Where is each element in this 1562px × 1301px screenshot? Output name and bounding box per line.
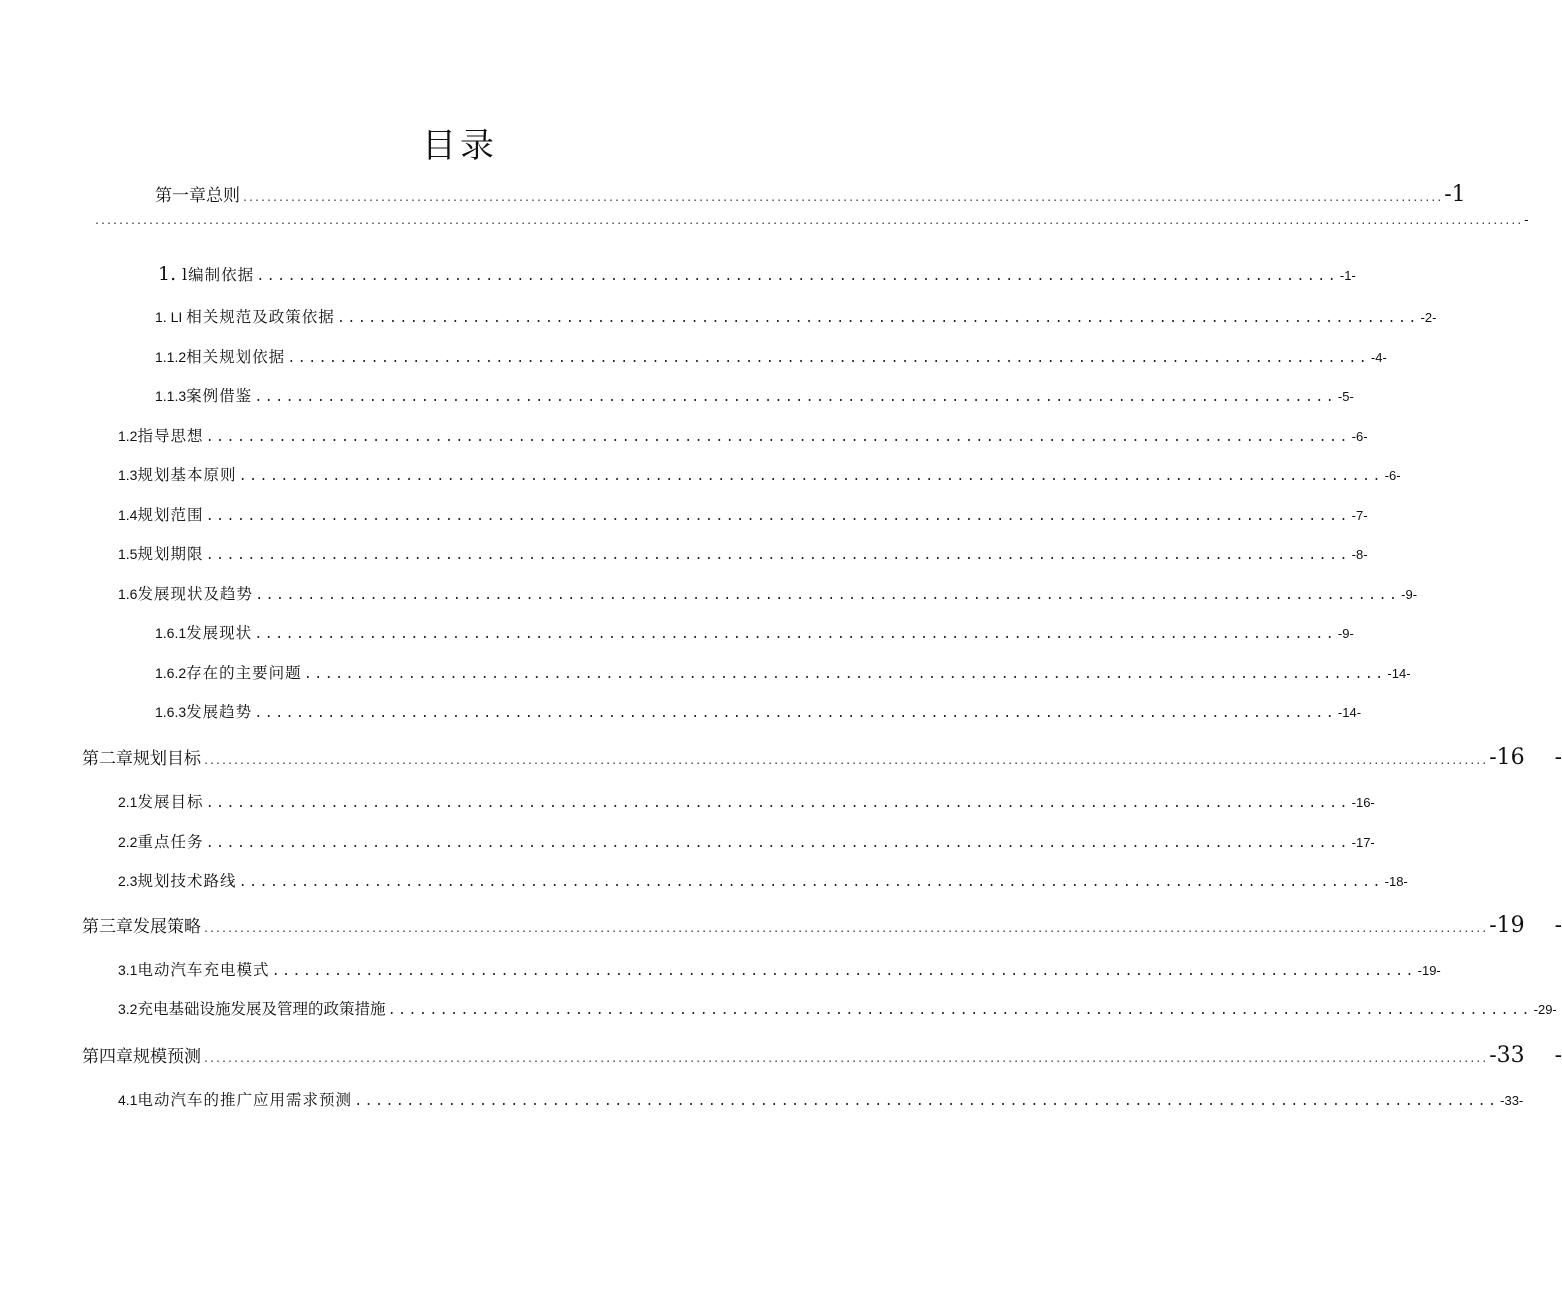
toc-item-number: 1.6.2: [155, 665, 187, 681]
toc-item-number: 3.1: [118, 962, 138, 978]
toc-item-4-1[interactable]: [118, 1088, 1524, 1110]
toc-page-number: -8-: [1351, 547, 1368, 562]
toc-page-number: -9-: [1337, 626, 1354, 641]
toc-page-number: -14-: [1337, 705, 1362, 720]
toc-chapter-4[interactable]: [82, 1042, 1562, 1068]
toc-item-2-3[interactable]: [118, 869, 1408, 891]
toc-item-number: 1.1.2: [155, 349, 187, 365]
toc-item-title: 案例借鉴: [186, 387, 253, 405]
toc-item-title: 充电基础设施发展及管理的政策措施: [137, 1000, 386, 1018]
toc-item-title: 相关规划依据: [186, 348, 286, 366]
toc-leader: ..............................................................................................................: [271, 964, 1416, 980]
toc-leader: ..............................................................................................................: [353, 1094, 1499, 1110]
toc-leader: ..............................................................................................................: [387, 1003, 1532, 1019]
toc-item-number: 1.6.1: [155, 625, 187, 641]
toc-chapter-label: 第四章规模预测: [82, 1047, 201, 1067]
toc-item-1-2[interactable]: [118, 424, 1368, 446]
toc-leader: ........................................................................................................: [254, 627, 1336, 643]
toc-item-number: 2.1: [118, 794, 138, 810]
toc-leader: ........................................................................................................................................................................................................: [242, 194, 1443, 205]
toc-page-dash: -: [1554, 913, 1562, 938]
toc-leader: ..............................................................................................................: [205, 836, 1350, 852]
toc-item-1-1-2[interactable]: [155, 345, 1387, 367]
toc-item-1-1[interactable]: [158, 263, 1356, 285]
toc-page-number: -5-: [1337, 389, 1354, 404]
toc-page-number: -33-: [1500, 1093, 1524, 1108]
toc-item-title: 发展现状: [186, 624, 253, 642]
toc-leader: ..............................................................................................................................................................................................................................................: [94, 217, 1523, 228]
toc-item-title: 规划期限: [137, 545, 204, 563]
toc-item-1-1-3[interactable]: [155, 384, 1354, 406]
toc-leader: ..............................................................................................................: [254, 588, 1400, 604]
toc-leader: ........................................................................................................: [256, 269, 1338, 285]
toc-page-dash: -: [1554, 745, 1562, 770]
toc-item-title: 发展趋势: [186, 703, 253, 721]
toc-page-number: -: [1524, 212, 1529, 227]
toc-chapter-3[interactable]: [82, 912, 1562, 938]
toc-page-number: -18-: [1384, 874, 1408, 889]
toc-page-number: -6-: [1384, 468, 1401, 483]
toc-page-number: -17-: [1351, 835, 1375, 850]
toc-item-number: 1.: [158, 263, 177, 285]
toc-page-number: -2-: [1420, 310, 1437, 325]
toc-page-number: -16: [1489, 745, 1525, 770]
toc-item-title: 电动汽车充电模式: [137, 961, 270, 979]
toc-chapter-2[interactable]: [82, 744, 1562, 770]
toc-item-number: 1.2: [118, 428, 138, 444]
toc-continuation-line: [92, 212, 1529, 228]
toc-item-number: 1. LI: [155, 309, 183, 325]
toc-item-2-1[interactable]: [118, 790, 1375, 812]
toc-item-number: 1.4: [118, 507, 138, 523]
toc-page-number: -9-: [1401, 587, 1418, 602]
toc-item-number: 1.1.3: [155, 388, 187, 404]
page-title: 目录: [422, 126, 498, 166]
toc-item-1-6-1[interactable]: [155, 621, 1354, 643]
toc-item-title: 规划基本原则: [137, 466, 237, 484]
toc-item-2-2[interactable]: [118, 830, 1375, 852]
toc-leader: ..............................................................................................................: [205, 796, 1350, 812]
toc-page-number: -14-: [1387, 666, 1411, 681]
toc-leader: ........................................................................................................: [287, 351, 1369, 367]
toc-item-title: 发展目标: [137, 793, 204, 811]
toc-leader: ........................................................................................................: [303, 667, 1386, 683]
toc-page-number: -7-: [1351, 508, 1368, 523]
toc-item-title: 存在的主要问题: [186, 664, 302, 682]
toc-item-number: 1.5: [118, 546, 138, 562]
toc-item-number: 3.2: [118, 1001, 138, 1017]
toc-item-title: 相关规范及政策依据: [186, 308, 335, 326]
toc-page-number: -6-: [1351, 429, 1368, 444]
toc-page-number: -16-: [1351, 795, 1375, 810]
toc-page-number: -19: [1489, 913, 1525, 938]
toc-leader: ..............................................................................................................: [205, 548, 1350, 564]
toc-item-number: 2.3: [118, 873, 138, 889]
toc-item-title: 指导思想: [137, 427, 204, 445]
toc-item-1-6-2[interactable]: [155, 661, 1411, 683]
toc-page-number: -1-: [1339, 268, 1356, 283]
toc-item-1-3[interactable]: [118, 463, 1401, 485]
toc-page-number: -4-: [1370, 350, 1387, 365]
toc-leader: ......................................................................................................................................................................................................................: [203, 925, 1488, 936]
toc-item-title: 规划范围: [137, 506, 204, 524]
toc-item-number: 2.2: [118, 834, 138, 850]
toc-leader: ..............................................................................................................: [238, 469, 1383, 485]
toc-item-title: l编制依据: [182, 266, 255, 284]
toc-chapter-1[interactable]: [155, 181, 1466, 207]
toc-leader: ......................................................................................................................................................................................................................: [203, 757, 1488, 768]
toc-item-title: 规划技术路线: [137, 872, 237, 890]
toc-item-1-6-3[interactable]: [155, 700, 1362, 722]
toc-page-number: -29-: [1533, 1002, 1557, 1017]
toc-leader: ..............................................................................................................: [205, 509, 1350, 525]
toc-item-1-4[interactable]: [118, 503, 1368, 525]
toc-leader: ........................................................................................................: [254, 390, 1336, 406]
toc-chapter-label: 第三章发展策略: [82, 917, 201, 937]
toc-page-dash: -: [1554, 1043, 1562, 1068]
toc-chapter-label: 第二章规划目标: [82, 749, 201, 769]
toc-item-title: 发展现状及趋势: [137, 585, 253, 603]
toc-item-title: 电动汽车的推广应用需求预测: [137, 1091, 352, 1109]
toc-item-title: 重点任务: [137, 833, 204, 851]
toc-leader: ........................................................................................................: [254, 706, 1336, 722]
toc-item-1-6[interactable]: [118, 582, 1418, 604]
toc-item-1-1-1[interactable]: [155, 305, 1437, 327]
toc-item-number: 1.6: [118, 586, 138, 602]
toc-item-number: 1.3: [118, 467, 138, 483]
toc-item-3-1[interactable]: [118, 958, 1441, 980]
toc-leader: ........................................................................................................: [336, 311, 1419, 327]
toc-item-number: 1.6.3: [155, 704, 187, 720]
toc-item-1-5[interactable]: [118, 542, 1368, 564]
toc-leader: ......................................................................................................................................................................................................................: [203, 1055, 1488, 1066]
toc-chapter-label: 第一章总则: [155, 186, 240, 206]
toc-page-number: -19-: [1417, 963, 1441, 978]
toc-leader: ..............................................................................................................: [238, 875, 1383, 891]
toc-page-number: -1: [1444, 182, 1466, 207]
toc-page-number: -33: [1489, 1043, 1525, 1068]
toc-leader: ..............................................................................................................: [205, 430, 1350, 446]
toc-item-3-2[interactable]: [118, 997, 1557, 1019]
toc-item-number: 4.1: [118, 1092, 138, 1108]
